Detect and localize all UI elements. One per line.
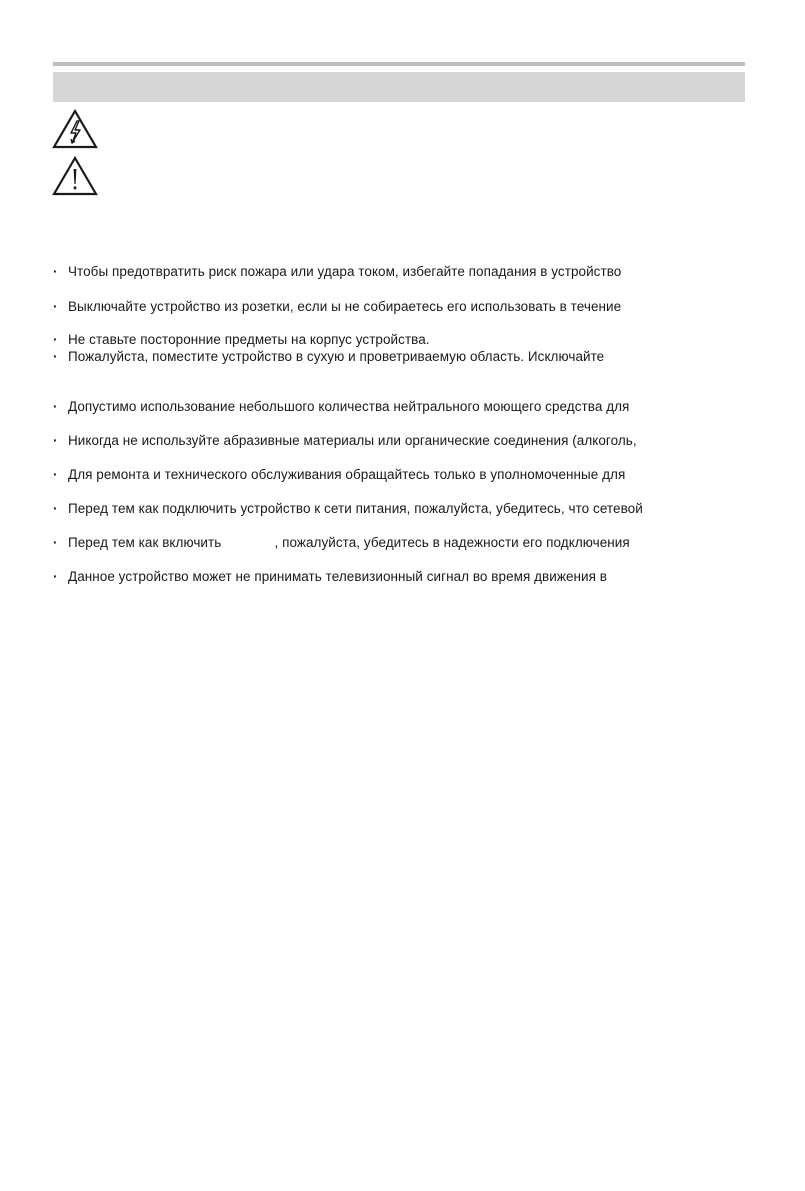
bullet-text: Данное устройство может не принимать телевизионный сигнал во время движения в [68, 569, 607, 584]
bullet-dot: · [53, 569, 58, 584]
list-item [53, 534, 630, 552]
bullet-dot: · [53, 349, 58, 364]
bullet-text: Не ставьте посторонние предметы на корпус устройства. [68, 332, 430, 347]
list-item [53, 398, 629, 416]
bullet-text: Для ремонта и технического обслуживания обращайтесь только в уполномоченные для [68, 467, 626, 482]
bullet-text: Выключайте устройство из розетки, если ы не собираетесь его использовать в течение [68, 299, 622, 314]
top-rule [53, 62, 745, 66]
bullet-text: Перед тем как включить , пожалуйста, убедитесь в надежности его подключения [68, 535, 630, 550]
bullet-dot: · [53, 264, 58, 279]
bullet-text: Пожалуйста, поместите устройство в сухую и проветриваемую область. Исключайте [68, 349, 605, 364]
bullet-text: Чтобы предотвратить риск пожара или удара током, избегайте попадания в устройство [68, 264, 622, 279]
list-item [53, 466, 625, 484]
electric-shock-warning-icon [52, 108, 98, 150]
bullet-dot: · [53, 467, 58, 482]
list-item [53, 432, 637, 450]
bullet-dot: · [53, 501, 58, 516]
list-item [53, 298, 621, 316]
bullet-text: Никогда не используйте абразивные материалы или органические соединения (алкоголь, [68, 433, 637, 448]
list-item [53, 331, 430, 349]
bullet-text: Перед тем как подключить устройство к сети питания, пожалуйста, убедитесь, что сетевой [68, 501, 643, 516]
bullet-dot: · [53, 399, 58, 414]
section-header-bar [53, 72, 745, 102]
bullet-dot: · [53, 433, 58, 448]
bullet-dot: · [53, 299, 58, 314]
bullet-dot: · [53, 535, 58, 550]
list-item [53, 263, 621, 281]
bullet-dot: · [53, 332, 58, 347]
list-item [53, 568, 607, 586]
list-item [53, 500, 643, 518]
list-item [53, 348, 604, 366]
bullet-text: Допустимо использование небольшого количества нейтрального моющего средства для [68, 399, 630, 414]
caution-exclamation-icon [52, 155, 98, 197]
